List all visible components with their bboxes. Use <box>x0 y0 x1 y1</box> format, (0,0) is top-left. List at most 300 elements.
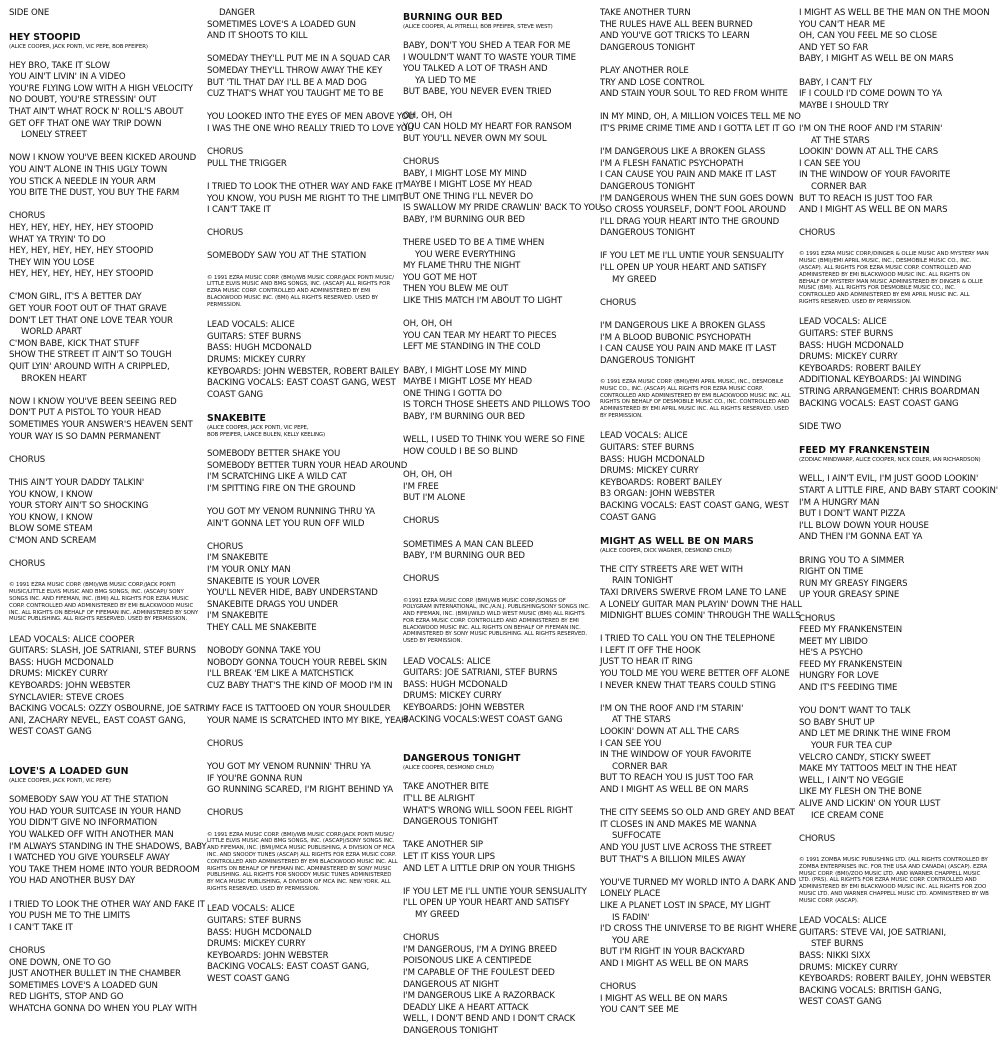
lyric-block <box>9 946 201 1016</box>
lyric-line: TAKE ANOTHER SIP <box>403 840 483 851</box>
lyrics-column-4 <box>600 8 802 1028</box>
lyric-line: DRUMS: MICKEY CURRY <box>207 355 306 366</box>
lyric-line: AND I MIGHT AS WELL BE ON MARS <box>600 958 749 969</box>
lyric-line: C'MON BABE, KICK THAT STUFF <box>9 338 140 349</box>
lyric-line: KEYBOARDS: JOHN WEBSTER, ROBERT BAILEY <box>207 366 399 377</box>
lyric-line: YOU KNOW, YOU PUSH ME RIGHT TO THE LIMIT <box>207 193 404 204</box>
lyric-line: LEAD VOCALS: ALICE <box>207 320 295 331</box>
lyric-block <box>403 41 595 99</box>
lyrics-column-2 <box>207 8 415 997</box>
lyric-line: MAKE MY TATTOOS MELT IN THE HEAT <box>799 764 957 775</box>
lyric-line: DEADLY LIKE A HEART ATTACK <box>403 1002 529 1013</box>
lyric-line: CUZ BABY THAT'S THE KIND OF MOOD I'M IN <box>207 680 393 691</box>
lyric-line: SOMETIMES YOUR ANSWER'S HEAVEN SENT <box>9 420 193 430</box>
lyric-line: CHORUS <box>9 211 46 222</box>
lyric-line: I'M ON THE ROOF AND I'M STARIN' <box>600 703 744 714</box>
lyric-line: RUN MY GREASY FINGERS <box>799 578 908 589</box>
song-title: MIGHT AS WELL BE ON MARS <box>600 535 754 547</box>
lyric-line: FEED MY FRANKENSTEIN <box>799 659 903 670</box>
lyric-line: I CAN CAUSE YOU PAIN AND MAKE IT LAST <box>600 170 777 181</box>
lyric-line: BUT I'M ALONE <box>403 493 466 504</box>
lyric-line: HE'S A PSYCHO <box>799 648 863 659</box>
lyric-line: I'M DANGEROUS LIKE A BROKEN GLASS <box>600 321 766 332</box>
lyric-line: PULL THE TRIGGER <box>207 158 287 169</box>
lyric-line: OH, OH, OH <box>403 110 453 121</box>
lyric-line: I WATCHED YOU GIVE YOURSELF AWAY <box>9 853 170 864</box>
lyric-line: GO RUNNING SCARED, I'M RIGHT BEHIND YA <box>207 785 393 796</box>
lyric-line: KEYBOARDS: JOHN WEBSTER <box>207 950 329 961</box>
lyric-line: I'M ALWAYS STANDING IN THE SHADOWS, BABY <box>9 841 207 852</box>
lyric-line: GUITARS: STEVE VAI, JOE SATRIANI, <box>799 927 947 938</box>
lyric-line: IF YOU LET ME I'LL UNTIE YOUR SENSUALITY <box>403 886 587 897</box>
copyright-notice: © 1991 EZRA MUSIC CORP. (BMI)/WB MUSIC CORP./JACK PONTI MUSIC/ LITTLE ELVIS MUSIC AND BMG SONGS, INC. (ASCAP) ALL RIGHTS FOR EZRA MUSIC CORP. CONTROLLED AND ADMINISTERED BY EMI BLACKWOOD MUSIC INC. (BMI) ALL RIGHTS RESERVED. USED BY PERMISSION. <box>207 274 395 308</box>
lyric-line: CUZ THAT'S WHAT YOU TAUGHT ME TO BE <box>207 89 384 100</box>
lyric-line: I'M DANGEROUS LIKE A RAZORBACK <box>403 991 555 1002</box>
lyric-block <box>799 78 991 113</box>
lyric-line: SUFFOCATE <box>612 831 661 842</box>
lyric-line: SO CROSS YOURSELF, DON'T FOOL AROUND <box>600 205 786 216</box>
lyric-line: SNAKEBITE IS YOUR LOVER <box>207 576 320 587</box>
lyrics-column-5 <box>799 8 998 1020</box>
lyric-line: CHORUS <box>207 738 244 749</box>
copyright-notice: © 1991 ZOMBA MUSIC PUBLISHING LTD. (ALL RIGHTS CONTROLLED BY ZOMBA ENTERPRISES INC. FOR THE USA AND CANADA) (ASCAP). EZRA MUSIC CORP. (BMI)/ZOO MUSIC LTD. AND WARNER CHAPPELL MUSIC LTD. (PRS). ALL RIGHTS FOR EZRA MUSIC CORP. CONTROLLED AND ADMINISTERED BY EMI BLACKWOOD MUSIC INC. ALL RIGHTS FOR ZOO MUSIC LTD. AND WARNER CHAPPELL MUSIC LTD. ADMINISTERED BY WB MUSIC CORP. (ASCAP). <box>799 856 989 904</box>
lyric-line: WEST COAST GANG <box>799 997 882 1008</box>
lyric-block <box>207 904 399 985</box>
lyric-line: BABY, I MIGHT AS WELL BE ON MARS <box>799 54 954 65</box>
lyric-line: I'M YOUR ONLY MAN <box>207 564 291 575</box>
lyric-block <box>9 211 201 281</box>
lyric-line: THIS AIN'T YOUR DADDY TALKIN' <box>9 477 145 488</box>
spacer <box>9 751 201 763</box>
lyric-line: I LEFT IT OFF THE HOOK <box>600 645 701 656</box>
lyric-line: NOW I KNOW YOU'VE BEEN SEEING RED <box>9 396 177 407</box>
lyric-block <box>207 448 408 495</box>
lyric-block <box>600 808 795 866</box>
lyric-block <box>207 320 399 401</box>
song-title: SNAKEBITE <box>207 412 266 424</box>
lyric-line: CHORUS <box>799 228 836 239</box>
lyric-line: DANGEROUS TONIGHT <box>403 1025 498 1036</box>
lyric-line: HEY, HEY, HEY, HEY, HEY STOOPID <box>9 269 154 280</box>
lyric-line: AND I MIGHT AS WELL BE ON MARS <box>600 785 749 795</box>
lyric-line: I TRIED TO LOOK THE OTHER WAY AND FAKE IT <box>207 181 403 192</box>
lyric-line: WORLD APART <box>21 327 82 338</box>
lyric-line: BABY, I'M BURNING OUR BED <box>403 214 525 225</box>
lyric-line: KEYBOARDS: ROBERT BAILEY <box>600 477 722 488</box>
lyric-line: ADDITIONAL KEYBOARDS: JAI WINDING <box>799 375 962 386</box>
lyric-line: I'M A BLOOD BUBONIC PSYCHOPATH <box>600 332 751 343</box>
lyric-line: LOOKIN' DOWN AT ALL THE CARS <box>600 727 740 738</box>
lyric-line: DANGEROUS TONIGHT <box>600 228 695 239</box>
lyric-line: BUT THAT'S A BILLION MILES AWAY <box>600 854 746 865</box>
lyric-block <box>207 251 399 263</box>
lyric-line: GET OFF THAT ONE WAY TRIP DOWN <box>9 118 162 129</box>
lyric-line: AIN'T GONNA LET YOU RUN OFF WILD <box>207 518 365 529</box>
lyric-block <box>799 916 991 1009</box>
lyric-line: CHORUS <box>207 541 244 552</box>
lyric-line: I WOULDN'T WANT TO WASTE YOUR TIME <box>403 52 576 63</box>
lyric-line: SNAKEBITE DRAGS YOU UNDER <box>207 599 339 610</box>
lyric-line: TRY AND LOSE CONTROL <box>600 77 705 88</box>
lyric-line: I'LL DRAG YOUR HEART INTO THE GROUND <box>600 216 780 227</box>
lyric-line: I NEVER KNEW THAT TEARS COULD STING <box>600 680 776 691</box>
lyric-line: MAYBE I MIGHT LOSE MY HEAD <box>403 180 532 191</box>
lyric-line: WHATCHA GONNA DO WHEN YOU PLAY WITH <box>9 1003 197 1014</box>
lyric-line: IN THE WINDOW OF YOUR FAVORITE <box>799 170 951 181</box>
lyric-line: BUT YOU'LL NEVER OWN MY SOUL <box>403 133 547 144</box>
lyric-line: STEF BURNS <box>811 939 864 950</box>
lyric-line: YA LIED TO ME <box>415 75 476 86</box>
lyric-line: BABY, I'M BURNING OUR BED <box>403 412 525 422</box>
lyric-block <box>9 478 201 548</box>
lyric-line: BUT I'M RIGHT IN YOUR BACKYARD <box>600 947 745 958</box>
lyric-line: MY FLAME THRU THE NIGHT <box>403 261 521 272</box>
lyric-line: KEYBOARDS: JOHN WEBSTER <box>9 681 131 692</box>
lyric-line: RED LIGHTS, STOP AND GO <box>9 992 124 1003</box>
lyric-block <box>403 470 595 505</box>
lyric-line: LONELY STREET <box>21 130 87 141</box>
lyric-block <box>799 124 991 217</box>
lyric-line: I WAS THE ONE WHO REALLY TRIED TO LOVE YOU <box>207 123 414 134</box>
lyric-block <box>207 739 399 751</box>
lyric-line: SOMEBODY SAW YOU AT THE STATION <box>9 795 169 806</box>
lyric-block <box>207 228 399 240</box>
lyric-line: SOMETIMES LOVE'S A LOADED GUN <box>9 980 158 991</box>
lyric-line: CHORUS <box>207 228 244 239</box>
lyric-line: PLAY ANOTHER ROLE <box>600 65 689 76</box>
lyric-line: THE CITY STREETS ARE WET WITH <box>600 564 743 575</box>
lyric-line: AND I MIGHT AS WELL BE ON MARS <box>799 205 948 216</box>
lyric-line: SHOW THE STREET IT AIN'T SO TOUGH <box>9 350 172 361</box>
lyric-block <box>9 455 201 467</box>
lyric-line: HEY BRO, TAKE IT SLOW <box>9 60 110 71</box>
lyric-block <box>799 706 991 822</box>
lyric-block <box>403 540 595 563</box>
lyric-line: SOMEBODY SAW YOU AT THE STATION <box>207 251 367 262</box>
lyric-line: IT'S PRIME CRIME TIME AND I GOTTA LET IT GO <box>600 123 796 134</box>
lyric-block <box>207 704 408 727</box>
lyric-line: CORNER BAR <box>811 181 867 192</box>
lyric-line: BASS: HUGH MCDONALD <box>207 927 312 938</box>
lyric-block <box>403 782 595 828</box>
lyric-line: DON'T LET THAT ONE LOVE TEAR YOUR <box>9 315 173 326</box>
lyric-line: LIKE MY FLESH ON THE BONE <box>799 787 922 798</box>
lyric-line: SOMEDAY THEY'LL THROW AWAY THE KEY <box>207 65 383 76</box>
copyright-notice: ©1991 EZRA MUSIC CORP. (BMI)/WB MUSIC CORP./SONGS OF POLYGRAM INTERNATIONAL, INC./A.N.J. PUBLISHING/SONY SONGS INC. AND FIFEMAN, INC. (BMI)/WILD WILD WEST MUSIC (BMI) ALL RIGHTS FOR EZRA MUSIC CORP. CONTROLLED AND ADMINISTERED BY EMI BLACKWOOD MUSIC INC. ALL RIGHTS ON BEHALF OF FIFEMAN INC. ADMINISTERED BY SONY MUSIC PUBLISHING. ALL RIGHTS RESERVED. USED BY PERMISSION. <box>403 597 590 645</box>
lyric-line: YOU BITE THE DUST, YOU BUY THE FARM <box>9 188 180 199</box>
lyric-line: ANI, ZACHARY NEVEL, EAST COAST GANG, <box>9 715 186 726</box>
lyric-line: BLOW SOME STEAM <box>9 524 93 535</box>
lyric-line: BASS: NIKKI SIXX <box>799 950 871 961</box>
lyric-line: YOU CAN'T SEE ME <box>600 1005 679 1016</box>
lyric-block <box>600 147 792 240</box>
lyric-line: AND YET SO FAR <box>799 42 869 53</box>
lyric-block <box>207 507 399 530</box>
lyric-block <box>207 112 415 135</box>
lyric-line: YOU TOLD ME YOU WERE BETTER OFF ALONE <box>600 669 790 680</box>
lyric-line: BROKEN HEART <box>21 373 87 384</box>
lyric-line: YOU'LL NEVER HIDE, BABY UNDERSTAND <box>207 588 378 599</box>
lyric-line: LEAD VOCALS: ALICE <box>403 656 491 667</box>
lyric-line: CHORUS <box>600 297 637 308</box>
lyric-line: DANGEROUS TONIGHT <box>600 355 695 366</box>
lyric-line: AND LET ME DRINK THE WINE FROM <box>799 729 951 740</box>
lyric-line: BABY, I CAN'T FLY <box>799 77 873 88</box>
lyrics-column-3 <box>403 8 602 1049</box>
lyric-block <box>600 564 802 623</box>
lyric-block <box>600 66 792 101</box>
lyric-line: AND YOU JUST LIVE ACROSS THE STREET <box>600 842 772 853</box>
lyric-line: SOMETIMES LOVE'S A LOADED GUN <box>207 19 356 30</box>
lyric-block <box>207 808 399 820</box>
lyric-line: LEAD VOCALS: ALICE <box>799 916 887 927</box>
lyric-line: I TRIED TO LOOK THE OTHER WAY AND FAKE IT <box>9 899 205 910</box>
lyric-line: I'M A FLESH FANATIC PSYCHOPATH <box>600 158 744 169</box>
lyric-line: RAIN TONIGHT <box>612 576 673 587</box>
lyric-block <box>403 574 595 586</box>
lyric-line: I'LL OPEN UP YOUR HEART AND SATISFY <box>600 263 767 274</box>
lyric-line: CHORUS <box>207 808 244 819</box>
lyric-line: DANGEROUS TONIGHT <box>600 42 695 53</box>
lyric-line: YOU CAN HOLD MY HEART FOR RANSOM <box>403 122 572 133</box>
lyric-line: C'MON AND SCREAM <box>9 535 97 546</box>
lyric-line: YOU CAN TEAR MY HEART TO PIECES <box>403 330 557 341</box>
lyric-line: AND STAIN YOUR SOUL TO RED FROM WHITE <box>600 89 788 100</box>
lyric-block <box>9 153 201 199</box>
lyric-line: IF YOU LET ME I'LL UNTIE YOUR SENSUALITY <box>600 251 784 262</box>
lyric-line: GUITARS: STEF BURNS <box>600 442 694 453</box>
lyric-block <box>799 474 998 544</box>
lyric-block <box>207 147 399 170</box>
lyric-line: BRING YOU TO A SIMMER <box>799 555 905 566</box>
lyric-line: BUT I DON'T WANT PIZZA <box>799 509 905 520</box>
songwriter-credits: (ALICE COOPER, JACK PONTI, VIC PEPE) <box>9 778 111 785</box>
lyric-line: YOU'VE TURNED MY WORLD INTO A DARK AND <box>600 877 796 888</box>
lyric-line: YOU GOT MY VENOM RUNNING THRU YA <box>207 506 375 517</box>
lyric-line: BUT TO REACH YOU IS JUST TOO FAR <box>600 773 754 784</box>
lyric-line: YOU'RE FLYING LOW WITH A HIGH VELOCITY <box>9 83 193 94</box>
lyric-line: DRUMS: MICKEY CURRY <box>799 352 898 363</box>
song-title: LOVE'S A LOADED GUN <box>9 766 129 778</box>
lyric-line: SOMEDAY THEY'LL PUT ME IN A SQUAD CAR <box>207 54 391 65</box>
lyric-line: LEAD VOCALS: ALICE <box>600 431 688 442</box>
lyric-line: MY GREED <box>415 909 460 920</box>
lyric-line: STRING ARRANGEMENT: CHRIS BOARDMAN <box>799 387 980 397</box>
lyric-block <box>799 228 991 240</box>
lyric-line: I'M DANGEROUS WHEN THE SUN GOES DOWN <box>600 193 794 204</box>
lyric-line: I'M A HUNGRY MAN <box>799 497 880 508</box>
lyric-line: THE CITY SEEMS SO OLD AND GREY AND BEAT <box>600 808 795 819</box>
lyric-line: KEYBOARDS: ROBERT BAILEY, JOHN WEBSTER <box>799 974 991 985</box>
lyric-line: OH, CAN YOU FEEL ME SO CLOSE <box>799 31 938 42</box>
song-title: BURNING OUR BED <box>403 12 503 23</box>
lyric-line: DANGEROUS TONIGHT <box>600 181 695 192</box>
lyric-block <box>9 559 201 571</box>
lyric-line: I'M FREE <box>403 481 439 492</box>
lyric-block <box>403 156 602 227</box>
lyric-block <box>9 899 205 935</box>
lyric-block <box>403 840 595 875</box>
lyric-line: IS SWALLOW MY PRIDE CRAWLIN' BACK TO YOU <box>403 203 602 214</box>
lyric-line: IT'LL BE ALRIGHT <box>403 794 475 805</box>
lyric-line: I'M ON THE ROOF AND I'M STARIN' <box>799 123 943 134</box>
lyric-line: WEST COAST GANG <box>9 727 92 738</box>
songwriter-credits: (ALICE COOPER, AL PITRELLI, BOB PFEIFER, STEVE WEST) <box>403 24 553 30</box>
lyric-block <box>403 238 595 308</box>
lyric-line: YOU STICK A NEEDLE IN YOUR ARM <box>9 176 156 187</box>
lyric-line: AND IT SHOOTS TO KILL <box>207 31 308 42</box>
side-heading: SIDE TWO <box>799 421 842 432</box>
lyric-line: BABY, I MIGHT LOSE MY MIND <box>403 168 527 179</box>
lyric-block <box>600 877 797 971</box>
song-title: DANGEROUS TONIGHT <box>403 753 521 765</box>
lyric-line: CHORUS <box>600 982 637 993</box>
lyric-line: LIKE THIS MATCH I'M ABOUT TO LIGHT <box>403 296 563 307</box>
lyric-line: CHORUS <box>403 156 440 167</box>
lyric-line: ONE DOWN, ONE TO GO <box>9 957 111 968</box>
lyric-block <box>600 112 801 135</box>
lyric-line: YOU AIN'T ALONE IN THIS UGLY TOWN <box>9 164 168 175</box>
lyric-line: CHORUS <box>9 945 46 956</box>
lyric-line: START A LITTLE FIRE, AND BABY START COOKIN' <box>799 485 998 496</box>
lyric-block <box>9 292 201 385</box>
lyric-block <box>403 435 595 458</box>
lyric-line: DANGER <box>219 8 255 18</box>
lyric-block <box>207 542 399 635</box>
lyric-line: THERE USED TO BE A TIME WHEN <box>403 238 545 249</box>
lyric-line: TAKE ANOTHER BITE <box>403 782 489 793</box>
lyric-line: MIDNIGHT BLUES COMIN' THROUGH THE WALLS <box>600 611 801 622</box>
lyric-line: IF YOU'RE GONNA RUN <box>207 773 303 784</box>
lyric-block <box>403 657 595 727</box>
lyric-line: KEYBOARDS: ROBERT BAILEY <box>799 363 921 374</box>
lyric-line: I'M DANGEROUS, I'M A DYING BREED <box>403 944 557 955</box>
lyric-line: LET IT KISS YOUR LIPS <box>403 851 495 862</box>
lyric-block <box>9 634 211 739</box>
lyric-line: BACKING VOCALS: EAST COAST GANG <box>799 398 959 409</box>
lyric-line: AND LET A LITTLE DRIP ON YOUR THIGHS <box>403 863 576 874</box>
lyric-line: IS TORCH THOSE SHEETS AND PILLOWS TOO <box>403 400 591 411</box>
lyric-line: BABY, DON'T YOU SHED A TEAR FOR ME <box>403 41 571 51</box>
side-heading: SIDE ONE <box>9 8 50 18</box>
lyric-block <box>403 516 595 528</box>
lyric-line: KEYBOARDS: JOHN WEBSTER <box>403 703 525 714</box>
lyric-line: I CAN SEE YOU <box>600 738 662 749</box>
lyric-line: BASS: HUGH MCDONALD <box>600 454 705 465</box>
lyric-line: LEFT ME STANDING IN THE COLD <box>403 342 541 353</box>
lyric-line: OH, OH, OH <box>403 469 453 480</box>
lyric-line: WEST COAST GANG <box>207 973 290 984</box>
lyrics-column-1 <box>9 8 211 1027</box>
lyric-line: IN THE WINDOW OF YOUR FAVORITE <box>600 750 752 761</box>
lyric-line: I CAN CAUSE YOU PAIN AND MAKE IT LAST <box>600 344 777 355</box>
lyric-block <box>9 795 207 888</box>
lyric-line: BACKING VOCALS: EAST COAST GANG, <box>207 962 370 973</box>
lyric-line: I'M SNAKEBITE <box>207 611 269 622</box>
lyric-line: YOU WERE EVERYTHING <box>415 249 516 260</box>
lyric-line: GUITARS: STEF BURNS <box>207 915 301 926</box>
lyric-line: GUITARS: STEF BURNS <box>207 331 301 342</box>
lyric-line: DANGEROUS TONIGHT <box>403 817 498 828</box>
copyright-notice: © 1991 EZRA MUSIC CORP. (BMI)/EMI APRIL MUSIC, INC., DESMOBILE MUSIC CO., INC. (ASCAP) ALL RIGHTS FOR EZRA MUSIC CORP. CONTROLLED AND ADMINISTERED BY EMI BLACKWOOD MUSIC INC. ALL RIGHTS ON BEHALF OF DESMOBILE MUSIC CO., INC. CONTROLLED AND ADMINISTERED BY EMI APRIL MUSIC INC. ALL RIGHTS RESERVED. USED BY PERMISSION. <box>600 379 791 419</box>
lyric-line: YOU TALKED A LOT OF TRASH AND <box>403 64 548 75</box>
lyric-block <box>600 634 792 692</box>
songwriter-credits: (ALICE COOPER, JACK PONTI, VIC PEPE, BOB PFEIFER, LANCE BULEN, KELLY KEELING) <box>207 424 326 438</box>
lyric-line: HOW COULD I BE SO BLIND <box>403 446 518 457</box>
lyric-line: AT THE STARS <box>612 715 671 726</box>
lyric-line: I CAN'T TAKE IT <box>9 922 73 933</box>
lyric-line: DRUMS: MICKEY CURRY <box>600 466 699 477</box>
lyric-line: I'LL BREAK 'EM LIKE A MATCHSTICK <box>207 669 354 680</box>
lyric-block <box>9 61 201 142</box>
lyric-line: YOU LOOKED INTO THE EYES OF MEN ABOVE YOU <box>207 112 415 123</box>
lyric-line: YOUR NAME IS SCRATCHED INTO MY BIKE, YEAH <box>207 715 408 726</box>
lyric-line: COAST GANG <box>600 512 657 523</box>
lyric-line: WHAT YA TRYIN' TO DO <box>9 234 106 245</box>
lyric-line: YOU WALKED OFF WITH ANOTHER MAN <box>9 830 174 840</box>
lyric-line: BABY, I'M BURNING OUR BED <box>403 551 525 562</box>
lyric-line: BASS: HUGH MCDONALD <box>403 679 508 690</box>
lyric-block <box>600 8 792 54</box>
lyric-line: LEAD VOCALS: ALICE <box>207 904 295 915</box>
lyric-block <box>799 556 991 602</box>
lyric-line: BACKING VOCALS: EAST COAST GANG, WEST <box>600 500 789 511</box>
lyric-line: MY FACE IS TATTOOED ON YOUR SHOULDER <box>207 704 391 715</box>
lyric-line: I MIGHT AS WELL BE ON MARS <box>600 993 728 1004</box>
lyric-line: WELL, I AIN'T NO VEGGIE <box>799 775 904 786</box>
lyric-line: FEED MY FRANKENSTEIN <box>799 625 903 636</box>
lyric-line: BASS: HUGH MCDONALD <box>799 340 904 351</box>
lyric-line: YOU GOT ME HOT <box>403 272 477 283</box>
lyric-line: NOBODY GONNA TOUCH YOUR REBEL SKIN <box>207 657 387 668</box>
lyric-line: LONELY PLACE <box>600 889 661 900</box>
lyric-line: ICE CREAM CONE <box>811 810 884 821</box>
copyright-notice: © 1991 EZRA MUSIC CORP./DINGER & OLLIE MUSIC AND MYSTERY MAN MUSIC (BMI)/EMI APRIL MUSIC, INC., DESMOBILE MUSIC CO., INC. (ASCAP). ALL RIGHTS FOR EZRA MUSIC CORP. CONTROLLED AND ADMINISTERED BY EMI BLACKWOOD MUSIC INC. ALL RIGHTS ON BEHALF OF MYSTERY MAN MUSIC ADMINISTERED BY DINGER & OLLIE MUSIC (BMI). ALL RIGHTS FOR DESMOBILE MUSIC CO., INC. CONTROLLED AND ADMINISTERED BY EMI APRIL MUSIC INC. ALL RIGHTS RESERVED. USED BY PERMISSION. <box>799 251 989 306</box>
lyric-line: BACKING VOCALS: OZZY OSBOURNE, JOE SATRI- <box>9 704 211 715</box>
lyric-line: BACKING VOCALS:WEST COAST GANG <box>403 714 563 725</box>
songwriter-credits: (ALICE COOPER, DICK WAGNER, DESMOND CHILD) <box>600 547 732 554</box>
lyric-block <box>207 54 399 100</box>
lyric-line: THAT AIN'T WHAT ROCK N' ROLL'S ABOUT <box>9 106 184 117</box>
lyric-line: YOU KNOW, I KNOW <box>9 489 93 500</box>
lyric-line: DRUMS: MICKEY CURRY <box>403 691 502 702</box>
lyric-line: SOMEBODY BETTER SHAKE YOU <box>207 448 341 459</box>
copyright-notice: © 1991 EZRA MUSIC CORP. (BMI)/WB MUSIC CORP./JACK PONTI MUSIC/ LITTLE ELVIS MUSIC AND BMG SONGS, INC. (ASCAP)/SONY SONGS INC. AND FIFEMAN, INC. (BMI)/MCA MUSIC PUBLISHING, A DIVISION OF MCA INC. AND SNOODY TUNES (ASCAP) ALL RIGHTS FOR EZRA MUSIC CORP. CONTROLLED AND ADMINISTERED BY EMI BLACKWOOD MUSIC INC. ALL RIGHTS ON BEHALF OF FIFEMAN INC. ADMINISTERED BY SONY MUSIC PUBLISHING. ALL RIGHTS FOR SNOODY MUSIC TUNES ADMINISTERED BY MCA MUSIC PUBLISHING, A DIVISION OF MCA INC. NEW YORK. ALL RIGHTS RESERVED. USED BY PERMISSION. <box>207 831 398 892</box>
lyric-line: CHORUS <box>207 147 244 158</box>
lyric-line: A LONELY GUITAR MAN PLAYIN' DOWN THE HALL <box>600 599 802 610</box>
lyric-line: DON'T PUT A PISTOL TO YOUR HEAD <box>9 408 161 419</box>
lyric-line: THEY WIN YOU LOSE <box>9 257 95 268</box>
lyric-line: C'MON GIRL, IT'S A BETTER DAY <box>9 292 142 303</box>
lyric-block <box>799 834 991 846</box>
lyric-block <box>403 319 595 354</box>
lyric-line: I CAN SEE YOU <box>799 158 861 169</box>
lyric-block <box>403 366 595 424</box>
lyric-line: SO BABY SHUT UP <box>799 717 875 728</box>
lyric-line: NOBODY GONNA TAKE YOU <box>207 646 321 657</box>
lyric-line: MY GREED <box>612 274 657 285</box>
lyric-line: CHORUS <box>799 833 836 844</box>
lyric-block <box>600 298 792 310</box>
lyric-line: WELL, I USED TO THINK YOU WERE SO FINE <box>403 435 585 446</box>
lyric-line: B3 ORGAN: JOHN WEBSTER <box>600 489 715 500</box>
lyric-line: TAKE ANOTHER TURN <box>600 8 691 18</box>
lyric-block <box>207 8 399 43</box>
lyric-line: DRUMS: MICKEY CURRY <box>799 962 898 973</box>
lyric-line: YOUR WAY IS SO DAMN PERMANENT <box>9 431 161 442</box>
lyric-line: YOUR STORY AIN'T SO SHOCKING <box>9 501 149 512</box>
lyric-block <box>403 887 595 922</box>
